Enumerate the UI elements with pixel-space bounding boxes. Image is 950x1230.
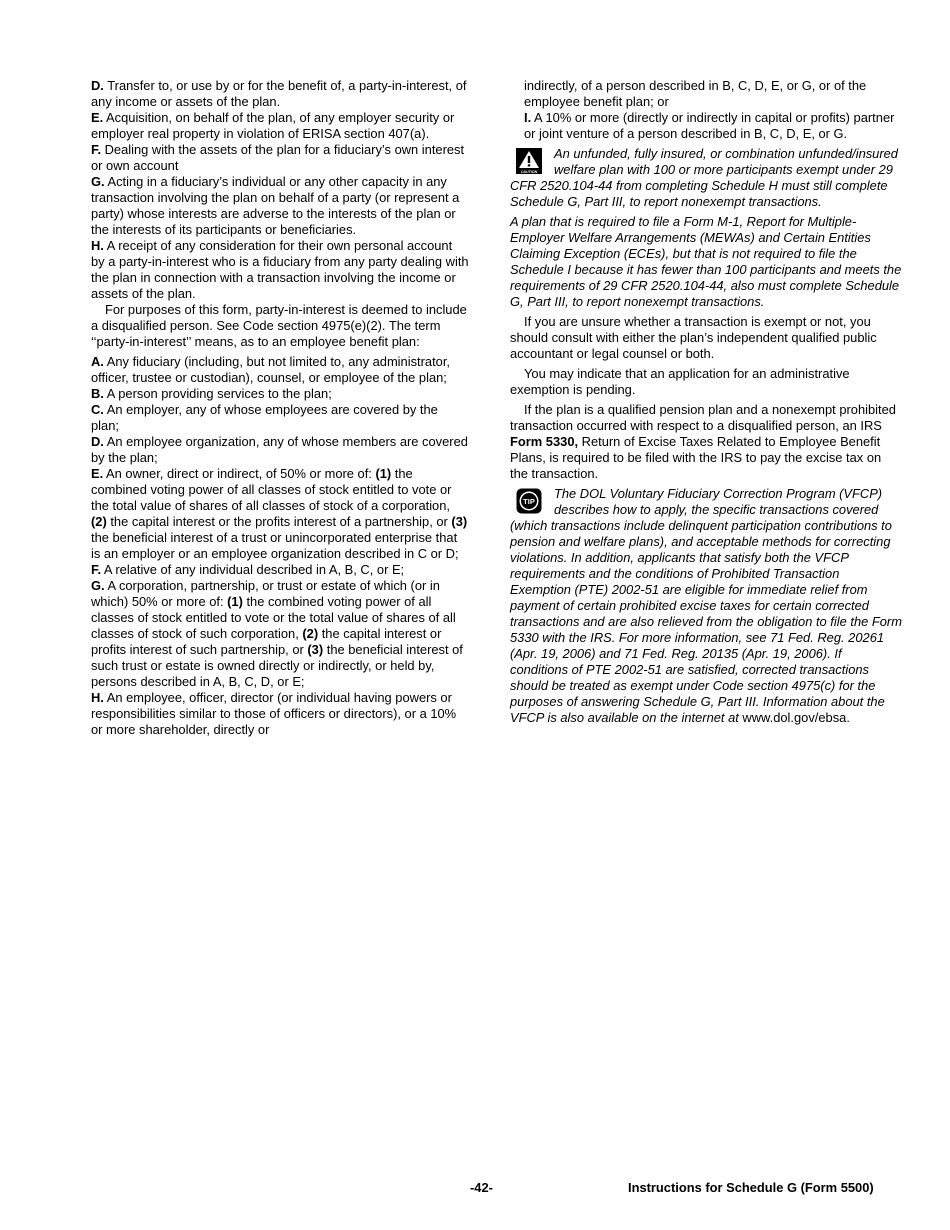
item-e-acquisition: E. Acquisition, on behalf of the plan, of any employer security or employer real property in violation of ERISA section 407(a).	[91, 110, 455, 141]
unsure-paragraph: If you are unsure whether a transaction is exempt or not, you should consult with either the plan’s independent qualified public accountant or legal counsel or both.	[510, 314, 877, 361]
left-column	[91, 78, 469, 738]
purposes-paragraph: For purposes of this form, party-in-interest is deemed to include a disqualified person. See Code section 4975(e)(2). The term ‘‘party-in-interest’’ means, as to an employee benefit plan:	[91, 302, 467, 349]
pii-item-f: F. A relative of any individual described in A, B, C, or E;	[91, 562, 405, 577]
caution-note	[510, 146, 902, 210]
item-d-transfer: D. Transfer to, or use by or for the benefit of, a party-in-interest, of any income or assets of the plan.	[91, 78, 467, 109]
tip-icon	[516, 488, 542, 514]
item-f-dealing: F. Dealing with the assets of the plan for a fiduciary’s own interest or own account	[91, 142, 465, 173]
footer-title: Instructions for Schedule G (Form 5500)	[628, 1180, 874, 1195]
pending-paragraph: You may indicate that an application for an administrative exemption is pending.	[510, 366, 850, 397]
pii-item-b: B. A person providing services to the plan;	[91, 386, 332, 401]
caution-label: CAUTION	[520, 170, 538, 174]
item-h-receipt: H. A receipt of any consideration for their own personal account by a party-in-interest who is a fiduciary from any party dealing with the plan in connection with a transaction involving the income or assets of the plan.	[91, 238, 469, 301]
tip-label: TIP	[523, 496, 535, 506]
pii-item-g: G. A corporation, partnership, or trust or estate of which (or in which) 50% or more of: (1) the combined voting power of all classes of stock entitled to vote or the total value of shares of all classes of stock of such corporation, (2) the capital interest or profits interest of such partnership, or (3) the beneficial interest of such trust or estate is owned directly or indirectly, or held by, persons described in A, B, C, D, or E;	[91, 578, 463, 689]
pii-item-h-continuation: indirectly, of a person described in B, C, D, E, or G, or of the employee benefit plan; or	[524, 78, 867, 109]
pii-item-a: A. Any fiduciary (including, but not limited to, any administrator, officer, trustee or custodian), counsel, or employee of the plan;	[91, 354, 450, 385]
tip-note	[510, 486, 902, 726]
pii-item-h: H. An employee, officer, director (or individual having powers or responsibilities similar to those of officers or directors), or a 10% or more shareholder, directly or	[91, 690, 457, 737]
pension-paragraph: If the plan is a qualified pension plan and a nonexempt prohibited transaction occurred with respect to a disqualified person, an IRS Form 5330, Return of Excise Taxes Related to Employee Benefit Plans, is required to be filed with the IRS to pay the excise tax on the transaction.	[510, 402, 896, 481]
tip-url-link[interactable]: www.dol.gov/ebsa.	[742, 710, 850, 725]
tip-text: The DOL Voluntary Fiduciary Correction Program (VFCP) describes how to apply, the specific transactions covered (which transactions include delinquent participation contributions to pension and welfare plans), and acceptable methods for correcting violations. In addition, applicants that satisfy both the VFCP requirements and the conditions of Prohibited Transaction Exemption (PTE) 2002-51 are eligible for immediate relief from payment of certain prohibited excise taxes for certain corrected transactions and are also relieved from the obligation to file the Form 5330 with the IRS. For more information, see 71 Fed. Reg. 20261 (Apr. 19, 2006) and 71 Fed. Reg. 20135 (Apr. 19, 2006). If conditions of PTE 2002-51 are satisfied, corrected transactions should be treated as exempt under Code section 4975(c) for the purposes of answering Schedule G, Part III. Information about the VFCP is also available on the internet at	[510, 486, 902, 725]
pii-item-c: C. An employer, any of whose employees are covered by the plan;	[91, 402, 438, 433]
m1-paragraph: A plan that is required to file a Form M-1, Report for Multiple-Employer Welfare Arrangements (MEWAs) and Certain Entities Claiming Exception (ECEs), but that is not required to file the Schedule I because it has fewer than 100 participants and meets the requirements of 29 CFR 2520.104-44, also must complete Schedule G, Part III, to report nonexempt transactions.	[510, 214, 902, 309]
page-number: -42-	[470, 1180, 493, 1195]
caution-icon	[516, 148, 542, 174]
item-g-acting: G. Acting in a fiduciary’s individual or any other capacity in any transaction involving the plan on behalf of a party (or represent a party) whose interests are adverse to the interests of the plan or the interests of its participants or beneficiaries.	[91, 174, 460, 237]
right-column	[510, 78, 902, 726]
caution-text: An unfunded, fully insured, or combination unfunded/insured welfare plan with 100 or more participants exempt under 29 CFR 2520.104-44 from completing Schedule H must still complete Schedule G, Part III, to report nonexempt transactions.	[510, 146, 898, 209]
pii-item-d: D. An employee organization, any of whose members are covered by the plan;	[91, 434, 468, 465]
pii-item-e: E. An owner, direct or indirect, of 50% or more of: (1) the combined voting power of all classes of stock entitled to vote or the total value of shares of all classes of stock of a corporation, (2) the capital interest or the profits interest of a partnership, or (3) the beneficial interest of a trust or unincorporated enterprise that is an employer or an employee organization described in C or D;	[91, 466, 468, 561]
pii-item-i: I. A 10% or more (directly or indirectly in capital or profits) partner or joint venture of a person described in B, C, D, E, or G.	[524, 110, 895, 141]
